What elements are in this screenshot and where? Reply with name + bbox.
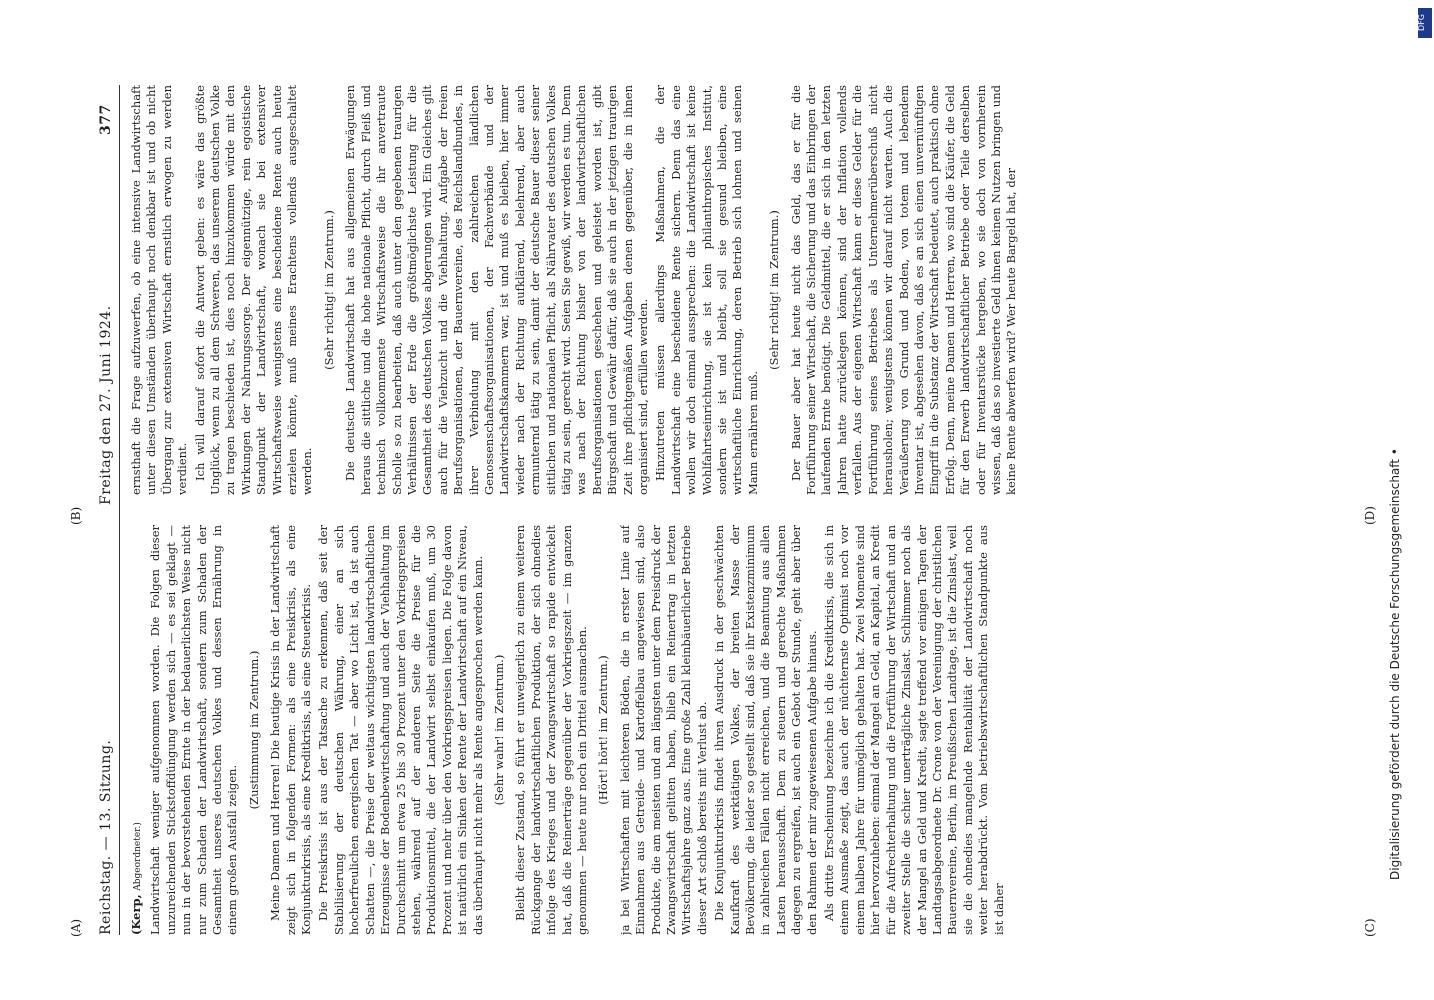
interjection: (Sehr wahr! im Zentrum.) xyxy=(491,654,506,806)
digitization-sidebar xyxy=(1388,0,1434,1000)
left-column xyxy=(129,525,1359,935)
paragraph: Bleibt dieser Zustand, so führt er unweigerlich zu einem weiteren Rückgange der landwirtschaftlichen Produktion, der sich ohnedies infolge des Krieges und der Zwangswirtschaft so rapide entwickelt hat, daß die Reinerträge gegenüber der Vorkriegszeit — im ganzen genommen — heute nur noch ein Drittel ausmachen. xyxy=(513,525,589,935)
header-rule xyxy=(119,85,120,935)
paragraph: ja bei Wirtschaften mit leichteren Böden, die in erster Linie auf Einnahmen aus Getreide- und Kartoffelbau angewiesen sind, also Produkte, die am meisten und am längsten unter dem Preisdruck der Zwangswirtschaft gelitten haben, blieb ein Reinertrag in letzten Wirtschaftsjahre ganz aus. Eine große Zahl kleinbäuerlicher Betriebe dieser Art schloß bereits mit Verlust ab. xyxy=(617,525,709,935)
margin-marker-b: (B) xyxy=(69,506,83,525)
page-header xyxy=(95,85,123,935)
paragraph: Die deutsche Landwirtschaft hat aus allgemeinen Erwägungen heraus die sittliche und die hohe nationale Pflicht, durch Fleiß und technisch vollkommenste Wirtschaftsweise die ihr anvertraute Scholle so zu bearbeiten, daß auch unter den gegebenen traurigen Verhältnissen der Erde die größtmöglichste Leistung für die Gesamtheit des deutschen Volkes abgerungen wird. Ein Gleiches gilt auch für die Viehzucht und die Viehhaltung. Aufgabe der freien Berufsorganisationen, der Bauernvereine, des Reichslandbundes, in ihrer Verbindung mit den zahlreichen ländlichen Genossenschaftsorganisationen, der Fachverbände und der Landwirtschaftskammern war, ist und muß es bleiben, hier immer wieder nach der Richtung aufklärend, belehrend, aber auch ermunternd tätig zu sein, damit der deutsche Bauer dieser seiner sittlichen und nationalen Pflicht, als Nährvater des deutschen Volkes tätig zu sein, gerecht wird. Seien Sie gewiß, wir werden es tun. Denn was nach der Richtung bisher von der landwirtschaftlichen Berufsorganisationen geschehen und geleistet worden ist, gibt Bürgschaft und Gewähr dafür, daß sie auch in der jetzigen traurigen Zeit ihre pflichtgemäßen Aufgaben denen gegenüber, die in ihnen organisiert sind, erfüllen werden. xyxy=(343,85,650,495)
margin-marker-a: (A) xyxy=(69,918,83,937)
margin-marker-c: (C) xyxy=(1363,918,1377,937)
paragraph: Ich will darauf sofort die Antwort geben: es wäre das größte Unglück, wenn zu all dem Schweren, das unserem deutschen Volke zu tragen beschieden ist, dies noch hinzukommen würde mit den Wirkungen der Nahrungssorge. Der eigennützige, rein egoistische Standpunkt der Landwirtschaft, wonach sie bei extensiver Wirtschaftsweise wenigstens eine bescheidene Rente auch heute erzielen könnte, muß meines Erachtens vollends ausgeschaltet werden. xyxy=(192,85,315,495)
right-column xyxy=(129,85,1359,495)
header-session: Reichstag. — 13. Sitzung. xyxy=(98,739,114,935)
header-date: Freitag den 27. Juni 1924. xyxy=(98,305,114,505)
paragraph: Die Konjunkturkrisis findet ihren Ausdruck in der geschwächten Kaufkraft des werktätigen Volkes, der breiten Masse der Bevölkerung, die leider so gestellt sind, daß sie ihr Existenzminimum in zahlreichen Fällen nicht erreichen, und die Beamtung aus allen Lasten herausschafft. Dem zu steuern und gerechte Maßnahmen dagegen zu ergreifen, ist auch ein Gebot der Stunde, geht aber über den Rahmen der mir zugewiesenen Aufgabe hinaus. xyxy=(712,525,819,935)
funding-credit: Digitalisierung gefördert durch die Deutsche Forschungsgemeinschaft • xyxy=(1388,448,1402,880)
paragraph: ernsthaft die Frage aufzuwerfen, ob eine intensive Landwirtschaft unter diesen Umständen überhaupt noch denkbar ist und ob nicht Übergang zur extensiven Wirtschaft ernstlich erwogen zu werden verdient. xyxy=(129,85,190,495)
speaker-name: (Kerp, xyxy=(129,894,143,935)
paragraph: Der Bauer aber hat heute nicht das Geld, das er für die Fortführung seiner Wirtschaft, die Sicherung und das Einbringen der laufenden Ernte benötigt. Die Geldmittel, die er sich in den letzten Jahren hatte zurücklegen können, sind der Inflation vollends verfallen. Aus der eigenen Wirtschaft kann er diese Gelder für die Fortführung seines Betriebes als Unternehmerüberschuß nicht herausholen; wenigstens können wir darauf nicht warten. Auch die Veräußerung von Grund und Boden, von totem und lebendem Inventar ist, abgesehen davon, daß es an sich einen unvernünftigen Eingriff in die Substanz der Wirtschaft bedeutet, auch praktisch ohne Erfolg. Denn, meine Damen und Herren, wo sind die Käufer, die Geld für den Erwerb landwirtschaftlicher Betriebe oder Teile derselben oder für Inventarstücke hergeben, wo sie doch von vornherein wissen, daß das so investierte Geld ihnen keinen Nutzen bringen und keine Rente abwerfen wird? Wer heute Bargeld hat, der xyxy=(788,85,1019,495)
margin-marker-d: (D) xyxy=(1363,506,1377,525)
speaker-line xyxy=(129,525,146,935)
paragraph: Meine Damen und Herren! Die heutige Krisis in der Landwirtschaft zeigt sich in folgenden Formen: als eine Preiskrisis, als eine Konjunkturkrisis, als eine Kreditkrisis, als eine Steuerkrisis. xyxy=(268,525,314,935)
interjection: (Zustimmung im Zentrum.) xyxy=(246,650,261,810)
logo-text: DFG xyxy=(1416,14,1426,31)
interjection: (Sehr richtig! im Zentrum.) xyxy=(767,210,782,370)
dfg-logo xyxy=(1418,8,1432,38)
paragraph: Als dritte Erscheinung bezeichne ich die Kreditkrisis, die sich in einem Ausmaße zeigt, das auch der nüchternste Optimist noch vor einem halben Jahre für unmöglich gehalten hat. Zwei Momente sind hier hervorzuheben: einmal der Mangel an Geld, an Kapital, an Kredit für die Aufrechterhaltung und die Fortführung der Wirtschaft und an zweiter Stelle die schier unerträgliche Zinslast. Schlimmer noch als der Mangel an Geld und Kredit, sagte treffend vor einigen Tagen der Landtagsabgeordnete Dr. Crone von der Vereinigung der christlichen Bauernvereine, Berlin, im Preußischen Landtage, ist die Zinslast, weil sie die ohnedies mangelnde Rentabilität der Landwirtschaft noch weiter herabdrückt. Vom betriebswirtschaftlichen Standpunkte aus ist daher xyxy=(822,525,1006,935)
interjection: (Sehr richtig! im Zentrum.) xyxy=(321,210,336,370)
paragraph: Die Preiskrisis ist aus der Tatsache zu erkennen, daß seit der Stabilisierung der deutschen Währung, einer an sich hocherfreulichen energischen Tat — aber wo Licht ist, da ist auch Schatten —, die Preise der weitaus wichtigsten landwirtschaftlichen Erzeugnisse der Bodenbewirtschaftung und auch der Viehhaltung im Durchschnitt um etwa 25 bis 30 Prozent unter den Vorkriegspreisen stehen, während auf der anderen Seite die Preise für die Produktionsmittel, die der Landwirt selbst einkaufen muß, um 30 Prozent und mehr über den Vorkriegspreisen liegen. Die Folge davon ist natürlich ein Sinken der Rente der Landwirtschaft auf ein Niveau, das überhaupt nicht mehr als Rente angesprochen werden kann. xyxy=(316,525,485,935)
speaker-role: Abgeordneter.) xyxy=(133,822,143,891)
interjection: (Hört! hört! im Zentrum.) xyxy=(596,655,611,805)
rotated-print-area xyxy=(69,85,1395,937)
paragraph: Landwirtschaft weniger aufgenommen worden. Die Folgen dieser unzureichenden Stickstoffdüngung werden sich — es sei geklagt — nun in der bevorstehenden Ernte in der bedauerlichsten Weise nicht nur zum Schaden der Landwirtschaft, sondern zum Schaden der Gesamtheit unseres deutschen Volkes und dessen Ernährung in einem großen Ausfall zeigen. xyxy=(148,525,240,935)
page-number: 377 xyxy=(98,104,114,135)
paragraph: Hinzutreten müssen allerdings Maßnahmen, die der Landwirtschaft eine bescheidene Rente sichern. Denn das eine wollen wir doch einmal aussprechen: die Landwirtschaft ist keine Wohlfahrtseinrichtung, sie ist kein philanthropisches Institut, sondern sie ist und bleibt, soll sie gesund bleiben, eine wirtschaftliche Einrichtung, deren Betrieb sich lohnen und seinen Mann ernähren muß. xyxy=(653,85,760,495)
